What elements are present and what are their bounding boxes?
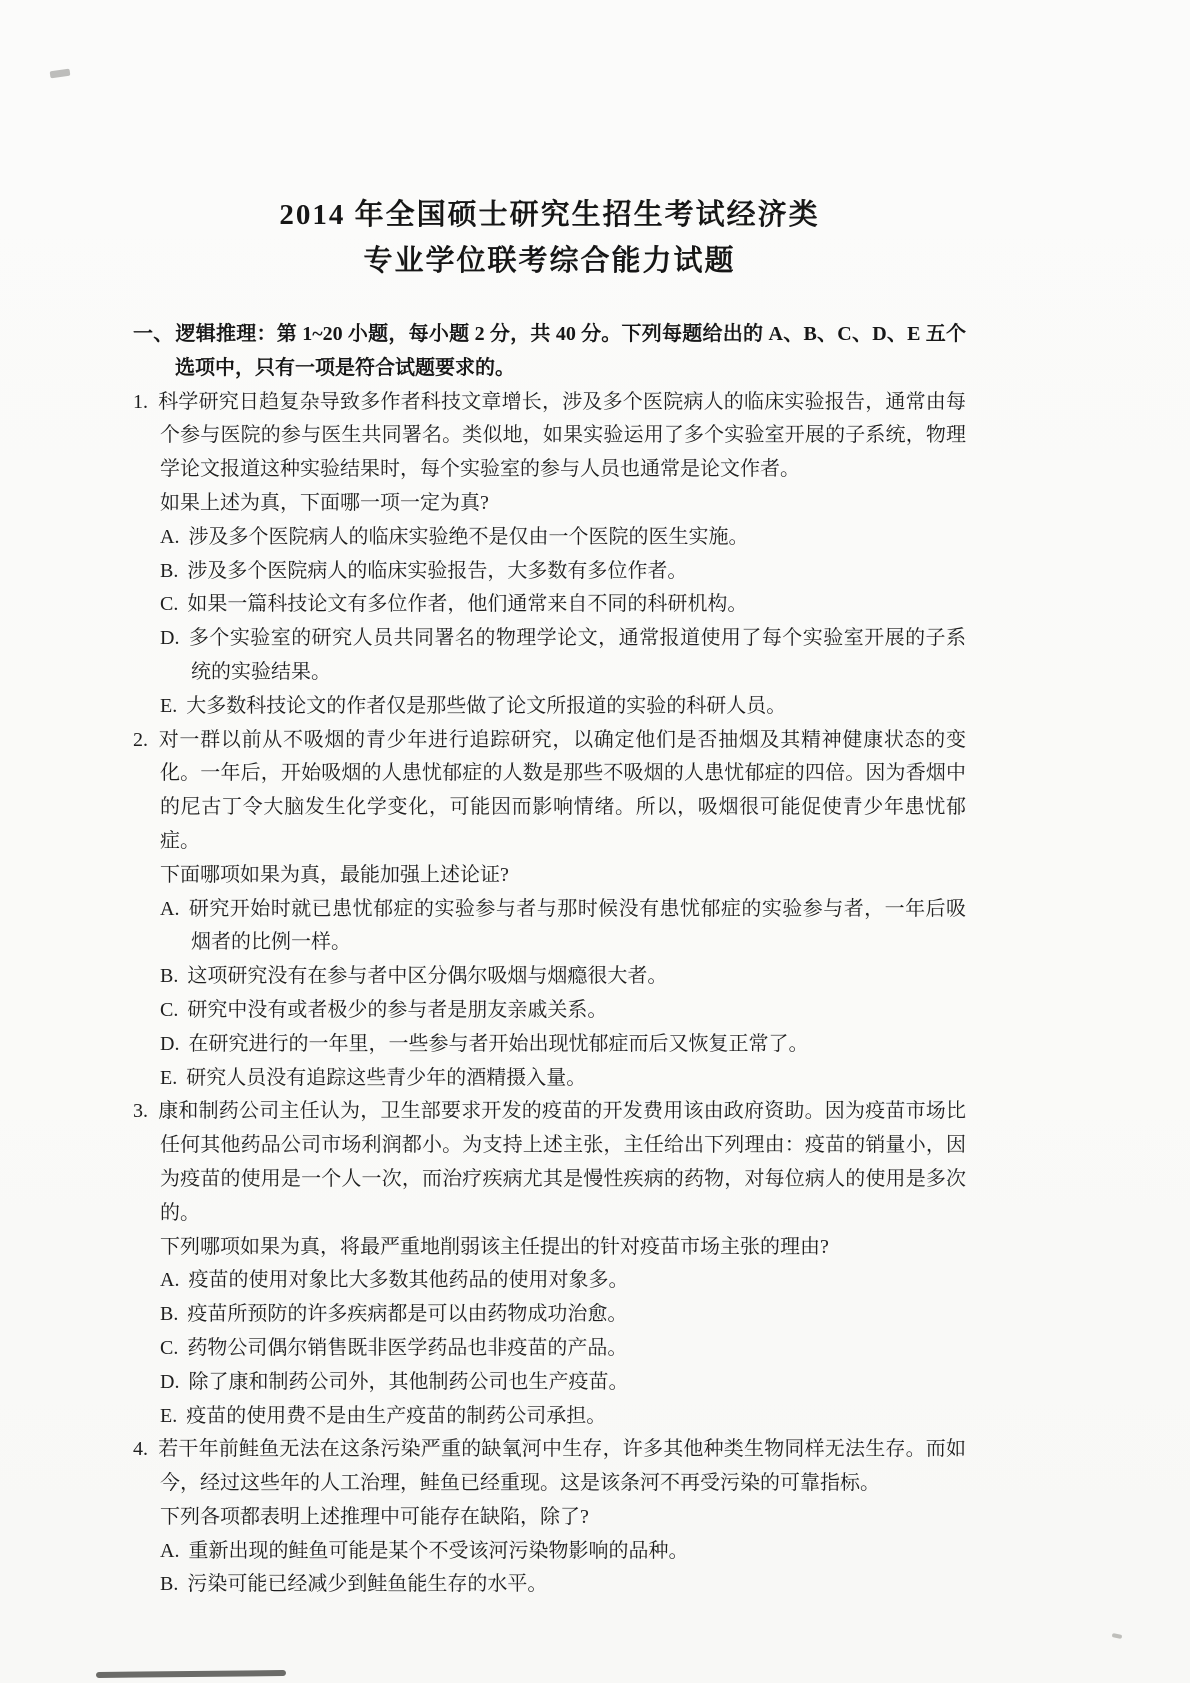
option-row [133, 622, 966, 690]
option-row [133, 588, 966, 622]
option-row [133, 1298, 966, 1332]
option-text: 除了康和制药公司外，其他制药公司也生产疫苗。 [188, 1370, 629, 1393]
option-text: 疫苗的使用对象比大多数其他药品的使用对象多。 [188, 1269, 629, 1292]
option-label: D. [160, 627, 180, 650]
option-label: A. [160, 897, 180, 920]
question-stem [133, 1095, 966, 1230]
option-row [133, 1568, 966, 1602]
question-stem [133, 1433, 966, 1501]
option-label: B. [160, 1573, 179, 1596]
question-stem-text: 康和制药公司主任认为，卫生部要求开发的疫苗的开发费用该由政府资助。因为疫苗市场比任何其他药品公司市场利润都小。为支持上述主张，主任给出下列理由：疫苗的销量小，因为疫苗的使用是一个人一次，而治疗疾病尤其是慢性疾病的药物，对每位病人的使用是多次的。 [158, 1100, 966, 1224]
option-label: B. [160, 559, 179, 582]
option-text: 药物公司偶尔销售既非医学药品也非疫苗的产品。 [187, 1336, 628, 1359]
question-number: 2. [133, 728, 148, 751]
option-text: 这项研究没有在参与者中区分偶尔吸烟与烟瘾很大者。 [187, 965, 668, 988]
option-label: B. [160, 1303, 179, 1326]
section-number: 一、 [133, 323, 174, 345]
option-row [133, 521, 966, 555]
option-text: 重新出现的鲑鱼可能是某个不受该河污染物影响的品种。 [188, 1539, 689, 1562]
option-label: C. [160, 998, 179, 1021]
option-text: 研究开始时就已患忧郁症的实验参与者与那时候没有患忧郁症的实验参与者，一年后吸烟者的比例一样。 [188, 897, 966, 954]
option-row [133, 1400, 966, 1434]
option-label: A. [160, 1269, 180, 1292]
exam-title-line1: 2014 年全国硕士研究生招生考试经济类 [279, 199, 820, 231]
option-text: 大多数科技论文的作者仅是那些做了论文所报道的实验的科研人员。 [186, 694, 787, 717]
exam-title-line2: 专业学位联考综合能力试题 [363, 245, 736, 277]
section-instructions: 逻辑推理：第 1~20 小题，每小题 2 分，共 40 分。下列每题给出的 A、B、C、D、E 五个选项中，只有一项是符合试题要求的。 [175, 323, 966, 379]
option-row [133, 555, 966, 589]
question-1 [133, 386, 966, 724]
question-prompt: 下列各项都表明上述推理中可能存在缺陷，除了? [160, 1505, 589, 1528]
question-number: 1. [133, 390, 148, 413]
option-label: D. [160, 1370, 180, 1393]
option-label: B. [160, 965, 179, 988]
question-prompt: 下面哪项如果为真，最能加强上述论证? [160, 863, 509, 886]
option-text: 研究人员没有追踪这些青少年的酒精摄入量。 [186, 1066, 587, 1089]
scan-artifact-speck [1112, 1633, 1123, 1639]
question-prompt: 下列哪项如果为真，将最严重地削弱该主任提出的针对疫苗市场主张的理由? [160, 1235, 829, 1258]
option-row [133, 1332, 966, 1366]
question-stem [133, 386, 966, 487]
option-row [133, 994, 966, 1028]
option-text: 涉及多个医院病人的临床实验绝不是仅由一个医院的医生实施。 [188, 525, 749, 548]
question-stem-text: 若干年前鲑鱼无法在这条污染严重的缺氧河中生存，许多其他种类生物同样无法生存。而如今，经过这些年的人工治理，鲑鱼已经重现。这是该条河不再受污染的可靠指标。 [158, 1438, 966, 1495]
question-number: 4. [133, 1438, 148, 1461]
option-text: 多个实验室的研究人员共同署名的物理学论文，通常报道使用了每个实验室开展的子系统的实验结果。 [188, 627, 966, 683]
option-text: 疫苗所预防的许多疾病都是可以由药物成功治愈。 [187, 1303, 628, 1326]
option-label: C. [160, 593, 179, 616]
option-label: D. [160, 1032, 180, 1055]
question-stem-text: 对一群以前从不吸烟的青少年进行追踪研究，以确定他们是否抽烟及其精神健康状态的变化。一年后，开始吸烟的人患忧郁症的人数是那些不吸烟的人患忧郁症的四倍。因为香烟中的尼古丁令大脑发生化学变化，可能因而影响情绪。所以，吸烟很可能促使青少年患忧郁症。 [158, 728, 966, 852]
question-2 [133, 724, 966, 1096]
scan-artifact-bottom-left [96, 1670, 286, 1678]
option-text: 涉及多个医院病人的临床实验报告，大多数有多位作者。 [187, 559, 688, 582]
option-row [133, 1028, 966, 1062]
option-row [133, 960, 966, 994]
option-row [133, 1264, 966, 1298]
option-label: E. [160, 1066, 178, 1089]
question-4 [133, 1433, 966, 1602]
scan-artifact-top-left [50, 69, 71, 79]
option-row [133, 893, 966, 961]
option-text: 如果一篇科技论文有多位作者，他们通常来自不同的科研机构。 [187, 593, 748, 616]
option-text: 疫苗的使用费不是由生产疫苗的制药公司承担。 [186, 1404, 607, 1427]
question-3 [133, 1095, 966, 1433]
option-row [133, 690, 966, 724]
option-row [133, 1366, 966, 1400]
option-text: 研究中没有或者极少的参与者是朋友亲戚关系。 [187, 998, 608, 1021]
option-text: 污染可能已经减少到鲑鱼能生存的水平。 [187, 1573, 548, 1596]
question-stem [133, 724, 966, 859]
option-label: A. [160, 1539, 180, 1562]
option-text: 在研究进行的一年里，一些参与者开始出现忧郁症而后又恢复正常了。 [188, 1032, 809, 1055]
option-label: A. [160, 525, 180, 548]
option-row [133, 1062, 966, 1096]
question-stem-text: 科学研究日趋复杂导致多作者科技文章增长，涉及多个医院病人的临床实验报告，通常由每个参与医院的参与医生共同署名。类似地，如果实验运用了多个实验室开展的子系统，物理学论文报道这种实验结果时，每个实验室的参与人员也通常是论文作者。 [158, 390, 966, 481]
option-label: E. [160, 1404, 178, 1427]
option-label: E. [160, 694, 178, 717]
question-prompt: 如果上述为真，下面哪一项一定为真? [160, 491, 489, 514]
option-row [133, 1535, 966, 1569]
question-number: 3. [133, 1100, 148, 1123]
section-header [133, 318, 966, 386]
page-content [133, 192, 966, 1602]
exam-title [133, 192, 966, 284]
option-label: C. [160, 1336, 179, 1359]
